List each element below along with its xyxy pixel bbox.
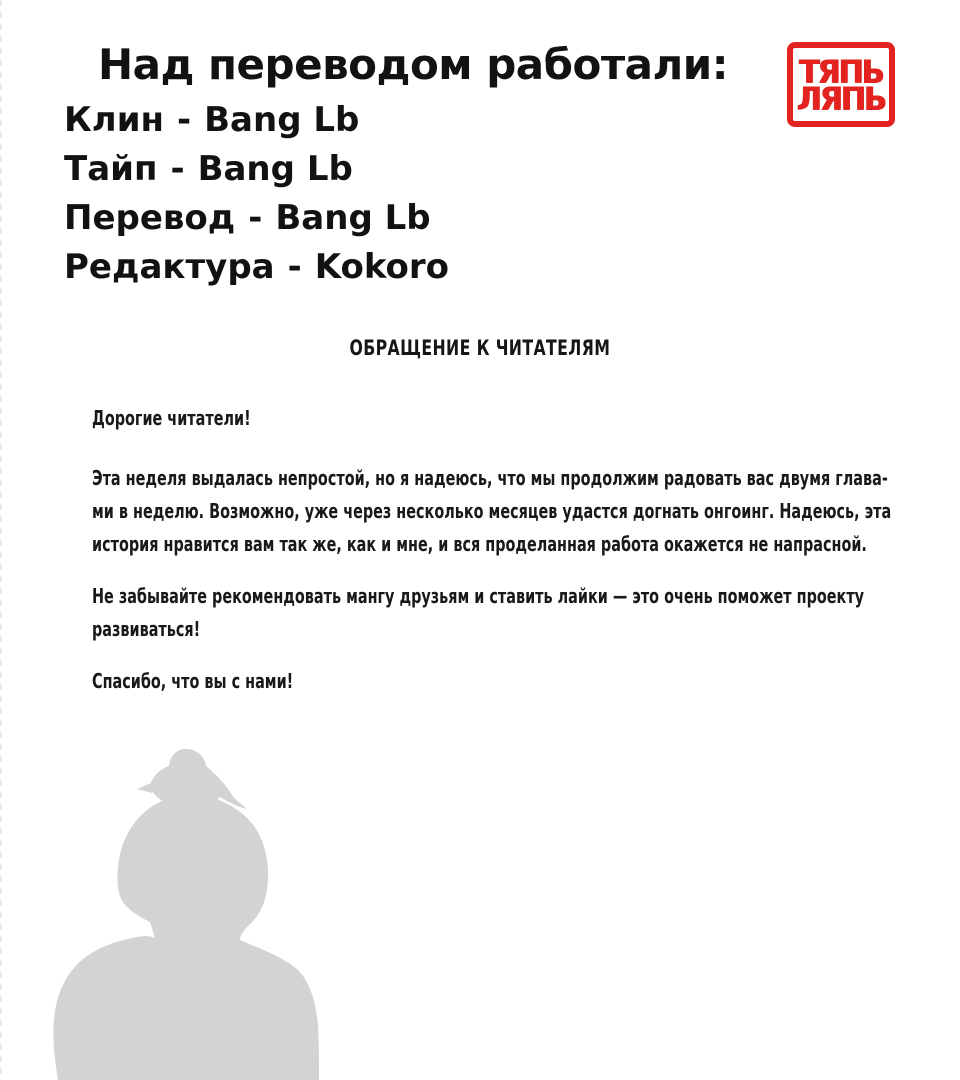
credit-separator: - [170,149,185,189]
credit-role: Перевод [64,198,236,238]
paragraph-request [92,580,902,646]
credit-row-editing [64,243,449,292]
text-line: Дорогие читатели! [92,406,251,430]
credit-role: Редактура [64,247,275,287]
credit-row-typesetting [64,145,449,194]
bird-beak-shape [137,783,152,793]
bird-silhouette-shape [150,749,247,809]
paragraph-greeting [92,402,902,435]
credit-separator: - [287,247,302,287]
text-line: Спасибо, что вы с нами! [92,669,294,693]
notice-heading-text: ОБРАЩЕНИЕ К ЧИТАТЕЛЯМ [349,336,611,360]
stamp-line-1: ТЯПЬ [799,53,883,91]
text-line: Эта неделя выдалась непростой, но я надеюсь, что мы продолжим радовать вас двумя глава- [92,466,888,490]
stamp-line-2: ЛЯПЬ [797,80,885,118]
credit-role: Тайп [64,149,158,189]
credit-name: Kokoro [314,247,450,287]
credit-separator: - [248,198,263,238]
credit-name: Bang Lb [197,149,353,189]
text-line: история нравится вам так же, как и мне, и вся проделанная работа окажется не напрасной. [92,532,867,556]
credits-list [64,96,449,292]
paragraph-update [92,462,902,561]
credit-separator: - [177,100,192,140]
credit-name: Bang Lb [275,198,431,238]
scan-edge-artifact [0,0,2,1080]
credit-name: Bang Lb [204,100,360,140]
credit-role: Клин [64,100,165,140]
text-line: ми в неделю. Возможно, уже через несколько месяцев удастся догнать онгоинг. Надеюсь, эта [92,499,892,523]
text-line: развиваться! [92,617,201,641]
text-line: Не забывайте рекомендовать мангу друзьям и ставить лайки — это очень поможет проекту [92,584,865,608]
notice-heading [0,336,960,360]
paragraph-thanks [92,665,902,698]
credits-title: Над переводом работали: [98,40,729,89]
credit-row-cleaning [64,96,449,145]
notice-body [92,402,902,698]
credit-row-translation [64,194,449,243]
team-stamp-logo [787,42,895,127]
person-silhouette-shape [53,794,319,1080]
